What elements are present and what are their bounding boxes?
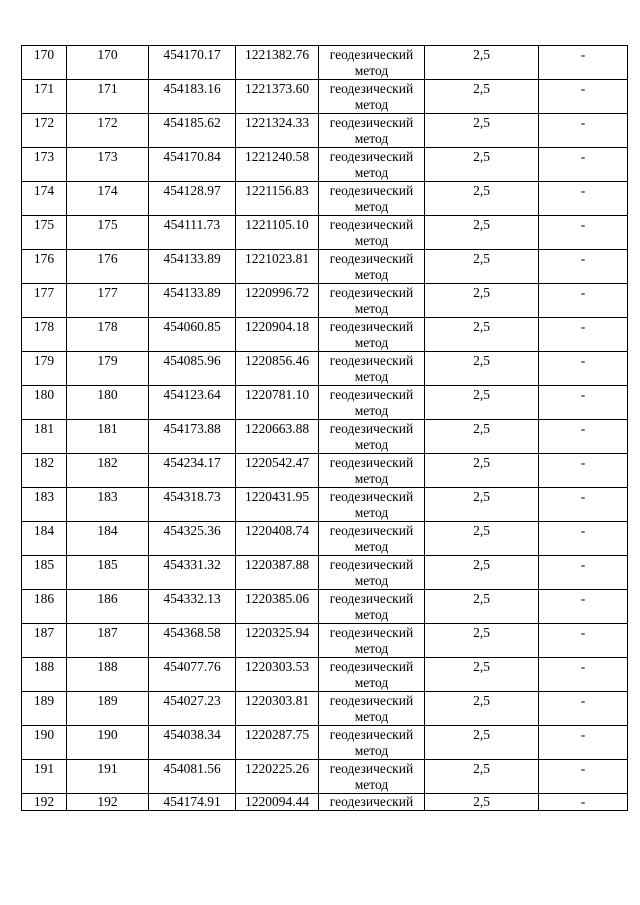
accuracy-cell: 2,5: [425, 590, 539, 624]
table-row: [22, 182, 628, 216]
row-number-cell: 180: [22, 386, 67, 420]
table-row: [22, 250, 628, 284]
row-number-cell: 192: [22, 794, 67, 811]
row-number-cell: 176: [22, 250, 67, 284]
method-cell: геодезический метод: [319, 284, 425, 318]
y-coordinate-cell: 1220904.18: [236, 318, 319, 352]
note-cell: -: [539, 386, 628, 420]
accuracy-cell: 2,5: [425, 148, 539, 182]
method-cell: геодезический метод: [319, 386, 425, 420]
x-coordinate-cell: 454234.17: [149, 454, 236, 488]
point-id-cell: 171: [67, 80, 149, 114]
note-cell: -: [539, 556, 628, 590]
table-row: [22, 624, 628, 658]
table-row: [22, 148, 628, 182]
table-row: [22, 658, 628, 692]
row-number-cell: 178: [22, 318, 67, 352]
accuracy-cell: 2,5: [425, 624, 539, 658]
point-id-cell: 172: [67, 114, 149, 148]
method-cell: геодезический метод: [319, 420, 425, 454]
y-coordinate-cell: 1220325.94: [236, 624, 319, 658]
method-text: геодезический: [329, 794, 414, 809]
note-cell: -: [539, 692, 628, 726]
y-coordinate-cell: 1220542.47: [236, 454, 319, 488]
accuracy-cell: 2,5: [425, 522, 539, 556]
y-coordinate-cell: 1220781.10: [236, 386, 319, 420]
table-row: [22, 522, 628, 556]
x-coordinate-cell: 454027.23: [149, 692, 236, 726]
row-number-cell: 172: [22, 114, 67, 148]
point-id-cell: 174: [67, 182, 149, 216]
y-coordinate-cell: 1220385.06: [236, 590, 319, 624]
note-cell: -: [539, 488, 628, 522]
x-coordinate-cell: 454368.58: [149, 624, 236, 658]
row-number-cell: 186: [22, 590, 67, 624]
point-id-cell: 175: [67, 216, 149, 250]
x-coordinate-cell: 454185.62: [149, 114, 236, 148]
note-cell: -: [539, 250, 628, 284]
note-cell: -: [539, 420, 628, 454]
y-coordinate-cell: 1220287.75: [236, 726, 319, 760]
x-coordinate-cell: 454325.36: [149, 522, 236, 556]
method-cell: геодезический метод: [319, 658, 425, 692]
accuracy-cell: 2,5: [425, 46, 539, 80]
note-cell: -: [539, 148, 628, 182]
note-cell: -: [539, 726, 628, 760]
point-id-cell: 173: [67, 148, 149, 182]
accuracy-cell: 2,5: [425, 658, 539, 692]
row-number-cell: 177: [22, 284, 67, 318]
row-number-cell: 185: [22, 556, 67, 590]
accuracy-cell: 2,5: [425, 318, 539, 352]
x-coordinate-cell: 454085.96: [149, 352, 236, 386]
x-coordinate-cell: 454331.32: [149, 556, 236, 590]
x-coordinate-cell: 454133.89: [149, 284, 236, 318]
table-row: [22, 556, 628, 590]
y-coordinate-cell: 1221105.10: [236, 216, 319, 250]
x-coordinate-cell: 454133.89: [149, 250, 236, 284]
y-coordinate-cell: 1221324.33: [236, 114, 319, 148]
x-coordinate-cell: 454170.17: [149, 46, 236, 80]
accuracy-cell: 2,5: [425, 284, 539, 318]
x-coordinate-cell: 454081.56: [149, 760, 236, 794]
y-coordinate-cell: 1220094.44: [236, 794, 319, 811]
row-number-cell: 179: [22, 352, 67, 386]
row-number-cell: 184: [22, 522, 67, 556]
accuracy-cell: 2,5: [425, 556, 539, 590]
method-cell: геодезический метод: [319, 692, 425, 726]
note-cell: -: [539, 216, 628, 250]
method-cell: геодезический метод: [319, 590, 425, 624]
row-number-cell: 183: [22, 488, 67, 522]
y-coordinate-cell: 1221373.60: [236, 80, 319, 114]
accuracy-cell: 2,5: [425, 216, 539, 250]
table-row: [22, 488, 628, 522]
coordinates-table: [21, 45, 628, 811]
accuracy-cell: 2,5: [425, 488, 539, 522]
method-cell: геодезический метод: [319, 624, 425, 658]
point-id-cell: 180: [67, 386, 149, 420]
y-coordinate-cell: 1221156.83: [236, 182, 319, 216]
note-cell: -: [539, 624, 628, 658]
accuracy-cell: 2,5: [425, 420, 539, 454]
method-cell: геодезический метод: [319, 760, 425, 794]
point-id-cell: 188: [67, 658, 149, 692]
row-number-cell: 174: [22, 182, 67, 216]
y-coordinate-cell: 1220996.72: [236, 284, 319, 318]
point-id-cell: 178: [67, 318, 149, 352]
point-id-cell: 187: [67, 624, 149, 658]
table-row: [22, 726, 628, 760]
x-coordinate-cell: 454183.16: [149, 80, 236, 114]
note-cell: -: [539, 522, 628, 556]
x-coordinate-cell: 454173.88: [149, 420, 236, 454]
table-row: [22, 794, 628, 811]
row-number-cell: 190: [22, 726, 67, 760]
table-row: [22, 216, 628, 250]
method-cell: геодезический метод: [319, 80, 425, 114]
table-row: [22, 760, 628, 794]
note-cell: -: [539, 760, 628, 794]
table-row: [22, 114, 628, 148]
y-coordinate-cell: 1221240.58: [236, 148, 319, 182]
point-id-cell: 190: [67, 726, 149, 760]
point-id-cell: 192: [67, 794, 149, 811]
x-coordinate-cell: 454170.84: [149, 148, 236, 182]
y-coordinate-cell: 1221023.81: [236, 250, 319, 284]
note-cell: -: [539, 658, 628, 692]
accuracy-cell: 2,5: [425, 726, 539, 760]
row-number-cell: 171: [22, 80, 67, 114]
x-coordinate-cell: 454332.13: [149, 590, 236, 624]
table-row: [22, 692, 628, 726]
y-coordinate-cell: 1220303.53: [236, 658, 319, 692]
point-id-cell: 191: [67, 760, 149, 794]
point-id-cell: 185: [67, 556, 149, 590]
note-cell: -: [539, 318, 628, 352]
y-coordinate-cell: 1220431.95: [236, 488, 319, 522]
accuracy-cell: 2,5: [425, 760, 539, 794]
table-row: [22, 454, 628, 488]
method-cell: геодезический метод: [319, 182, 425, 216]
method-cell: [319, 794, 425, 811]
y-coordinate-cell: 1220387.88: [236, 556, 319, 590]
table-row: [22, 80, 628, 114]
table-row: [22, 590, 628, 624]
row-number-cell: 182: [22, 454, 67, 488]
note-cell: -: [539, 794, 628, 811]
method-cell: геодезический метод: [319, 250, 425, 284]
accuracy-cell: 2,5: [425, 692, 539, 726]
accuracy-cell: 2,5: [425, 250, 539, 284]
point-id-cell: 183: [67, 488, 149, 522]
coordinates-table-body: [22, 46, 628, 811]
y-coordinate-cell: 1221382.76: [236, 46, 319, 80]
method-cell: геодезический метод: [319, 556, 425, 590]
x-coordinate-cell: 454060.85: [149, 318, 236, 352]
method-cell: геодезический метод: [319, 114, 425, 148]
note-cell: -: [539, 80, 628, 114]
method-cell: геодезический метод: [319, 522, 425, 556]
point-id-cell: 186: [67, 590, 149, 624]
point-id-cell: 176: [67, 250, 149, 284]
table-row: [22, 420, 628, 454]
row-number-cell: 173: [22, 148, 67, 182]
accuracy-cell: 2,5: [425, 80, 539, 114]
row-number-cell: 189: [22, 692, 67, 726]
method-cell: геодезический метод: [319, 488, 425, 522]
row-number-cell: 170: [22, 46, 67, 80]
point-id-cell: 181: [67, 420, 149, 454]
table-row: [22, 352, 628, 386]
row-number-cell: 181: [22, 420, 67, 454]
accuracy-cell: 2,5: [425, 794, 539, 811]
row-number-cell: 188: [22, 658, 67, 692]
method-cell: геодезический метод: [319, 216, 425, 250]
table-row: [22, 386, 628, 420]
accuracy-cell: 2,5: [425, 114, 539, 148]
method-cell: геодезический метод: [319, 726, 425, 760]
note-cell: -: [539, 114, 628, 148]
x-coordinate-cell: 454123.64: [149, 386, 236, 420]
y-coordinate-cell: 1220663.88: [236, 420, 319, 454]
note-cell: -: [539, 590, 628, 624]
table-row: [22, 284, 628, 318]
x-coordinate-cell: 454077.76: [149, 658, 236, 692]
x-coordinate-cell: 454174.91: [149, 794, 236, 811]
accuracy-cell: 2,5: [425, 454, 539, 488]
accuracy-cell: 2,5: [425, 386, 539, 420]
note-cell: -: [539, 284, 628, 318]
table-row: [22, 318, 628, 352]
method-cell: геодезический метод: [319, 454, 425, 488]
x-coordinate-cell: 454318.73: [149, 488, 236, 522]
method-cell: геодезический метод: [319, 46, 425, 80]
table-row: [22, 46, 628, 80]
y-coordinate-cell: 1220225.26: [236, 760, 319, 794]
y-coordinate-cell: 1220856.46: [236, 352, 319, 386]
point-id-cell: 189: [67, 692, 149, 726]
note-cell: -: [539, 46, 628, 80]
document-page: [21, 45, 627, 811]
point-id-cell: 182: [67, 454, 149, 488]
x-coordinate-cell: 454111.73: [149, 216, 236, 250]
y-coordinate-cell: 1220408.74: [236, 522, 319, 556]
method-cell: геодезический метод: [319, 318, 425, 352]
note-cell: -: [539, 454, 628, 488]
accuracy-cell: 2,5: [425, 352, 539, 386]
point-id-cell: 177: [67, 284, 149, 318]
point-id-cell: 179: [67, 352, 149, 386]
x-coordinate-cell: 454038.34: [149, 726, 236, 760]
y-coordinate-cell: 1220303.81: [236, 692, 319, 726]
method-cell: геодезический метод: [319, 352, 425, 386]
point-id-cell: 170: [67, 46, 149, 80]
row-number-cell: 187: [22, 624, 67, 658]
x-coordinate-cell: 454128.97: [149, 182, 236, 216]
row-number-cell: 191: [22, 760, 67, 794]
point-id-cell: 184: [67, 522, 149, 556]
method-cell: геодезический метод: [319, 148, 425, 182]
row-number-cell: 175: [22, 216, 67, 250]
accuracy-cell: 2,5: [425, 182, 539, 216]
note-cell: -: [539, 352, 628, 386]
note-cell: -: [539, 182, 628, 216]
